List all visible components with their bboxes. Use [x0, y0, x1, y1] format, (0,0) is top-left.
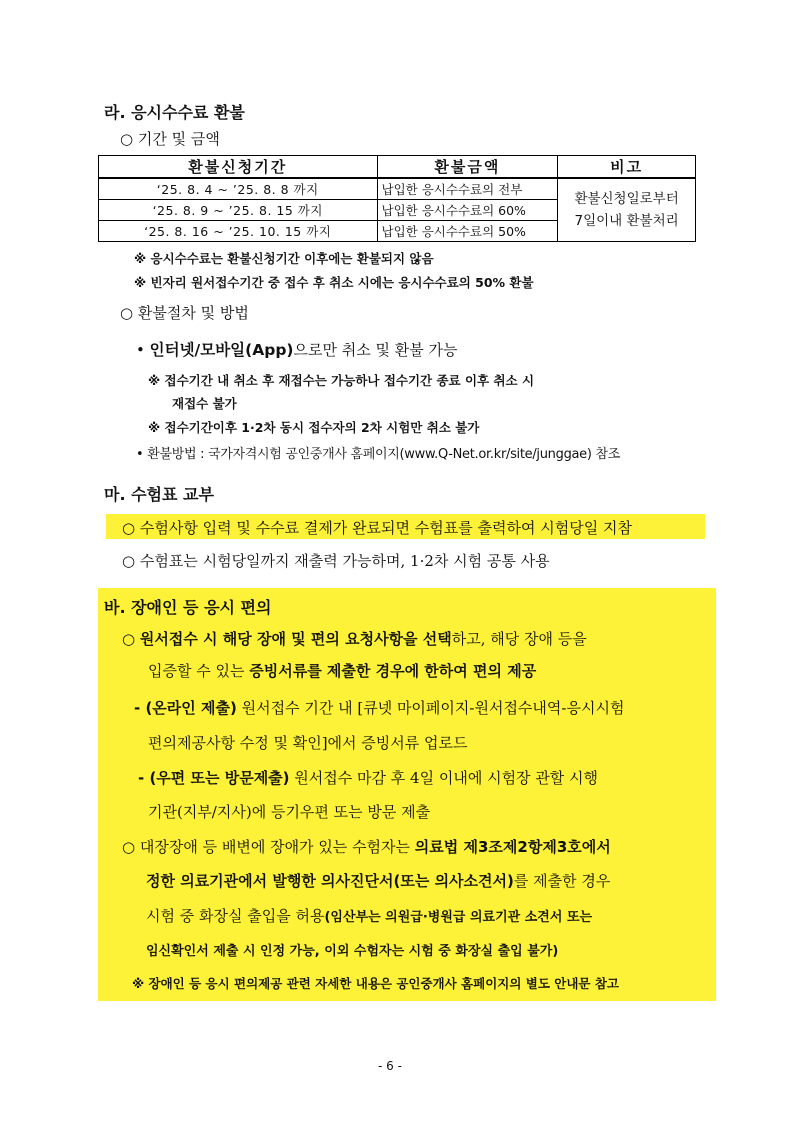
- text: 하고, 해당 장애 등을: [451, 630, 587, 648]
- text: 를 제출한 경우: [513, 872, 611, 890]
- accom-online-line1: [134, 697, 624, 718]
- section-title-ticket: 마. 수험표 교부: [104, 485, 214, 504]
- note-accommodation: ※ 장애인 등 응시 편의제공 관련 자세한 내용은 공인중개사 홈페이지의 별도 안내문 참고: [132, 976, 620, 991]
- text: 입증할 수 있는: [148, 662, 250, 680]
- row-period: ‘25. 8. 9 ~ ’25. 8. 15 까지: [99, 200, 378, 221]
- bullet-text: 환불방법 : 국가자격시험 공인중개사 홈페이지(www.Q-Net.or.kr/site/junggae) 참조: [147, 447, 621, 462]
- text: 원서접수 마감 후 4일 이내에 시험장 관할 시행: [289, 769, 599, 787]
- subheading-refund-procedure: ○ 환불절차 및 방법: [120, 304, 249, 322]
- bold-text: (임산부는 의원급·병원급 의료기관 소견서 또는: [324, 910, 593, 925]
- remark-line: 환불신청일로부터: [574, 191, 679, 207]
- circle-mark: ○: [122, 630, 136, 648]
- table-header-period: 환불신청기간: [99, 156, 378, 179]
- page-number: - 6 -: [378, 1059, 402, 1073]
- text: 원서접수 기간 내 [큐넷 마이페이지-원서접수내역-응시시험: [236, 699, 625, 717]
- note-second-exam: ※ 접수기간이후 1·2차 동시 접수자의 2차 시험만 취소 불가: [148, 420, 480, 435]
- row-period: ‘25. 8. 4 ~ ’25. 8. 8 까지: [99, 178, 378, 200]
- bullet-refund-method: [136, 443, 620, 462]
- ticket-line-1: ○ 수험사항 입력 및 수수료 결제가 완료되면 수험표를 출력하여 시험당일 지참: [122, 519, 632, 537]
- row-amount: 납입한 응시수수료의 전부: [377, 178, 558, 200]
- text: 시험 중 화장실 출입을 허용: [146, 907, 325, 925]
- subheading-period-amount: ○ 기간 및 금액: [120, 130, 220, 148]
- section-title-accommodation: 바. 장애인 등 응시 편의: [104, 598, 272, 617]
- bullet-bold-text: 인터넷/모바일(App): [149, 341, 294, 359]
- accom-mail-line1: [138, 767, 598, 788]
- note-reapply-line1: ※ 접수기간 내 취소 후 재접수는 가능하나 접수기간 종료 이후 취소 시: [148, 373, 535, 388]
- bullet-dot: •: [136, 341, 145, 359]
- bullet-online-only: [136, 338, 457, 360]
- row-remark: [558, 178, 696, 242]
- remark-line: 7일이내 환불처리: [574, 213, 679, 229]
- row-amount: 납입한 응시수수료의 50%: [377, 221, 558, 242]
- accom-para1-line1: [122, 628, 587, 649]
- bold-text: 정한 의료기관에서 발행한 의사진단서(또는 의사소견서): [146, 872, 514, 890]
- bold-text: 증빙서류를 제출한 경우에 한하여 편의 제공: [249, 662, 537, 680]
- note-reapply-line2: 재접수 불가: [172, 396, 237, 411]
- accom-online-line2: 편의제공사항 수정 및 확인]에서 증빙서류 업로드: [148, 734, 468, 752]
- ticket-line-2: ○ 수험표는 시험당일까지 재출력 가능하며, 1·2차 시험 공통 사용: [122, 552, 550, 570]
- text: ○ 대장장애 등 배변에 장애가 있는 수험자는: [122, 838, 415, 856]
- note-no-refund: ※ 응시수수료는 환불신청기간 이후에는 환불되지 않음: [134, 251, 434, 266]
- bold-text: - (온라인 제출): [134, 699, 237, 717]
- table-row: [99, 178, 696, 200]
- table-header-remark: 비고: [558, 156, 696, 179]
- accom-para4-line2: [146, 870, 610, 891]
- accom-mail-line2: 기관(지부/지사)에 등기우편 또는 방문 제출: [148, 803, 431, 821]
- bold-text: 원서접수 시 해당 장애 및 편의 요청사항을 선택: [139, 630, 452, 648]
- accom-para4-line1: [122, 836, 611, 857]
- refund-table: [98, 155, 696, 242]
- accom-para4-line3: [146, 905, 592, 926]
- bullet-dot: •: [136, 447, 144, 462]
- section-title-refund: 라. 응시수수료 환불: [104, 103, 245, 122]
- note-vacancy-refund: ※ 빈자리 원서접수기간 중 접수 후 취소 시에는 응시수수료의 50% 환불: [134, 275, 534, 290]
- bullet-text: 으로만 취소 및 환불 가능: [293, 341, 458, 359]
- accom-para4-line4: 임신확인서 제출 시 인정 가능, 이외 수험자는 시험 중 화장실 출입 불가): [146, 944, 559, 959]
- bold-text: - (우편 또는 방문제출): [138, 769, 290, 787]
- accom-para1-line2: [148, 660, 536, 681]
- row-amount: 납입한 응시수수료의 60%: [377, 200, 558, 221]
- bold-text: 의료법 제3조제2항제3호에서: [414, 838, 611, 856]
- row-period: ‘25. 8. 16 ~ ’25. 10. 15 까지: [99, 221, 378, 242]
- table-header-amount: 환불금액: [377, 156, 558, 179]
